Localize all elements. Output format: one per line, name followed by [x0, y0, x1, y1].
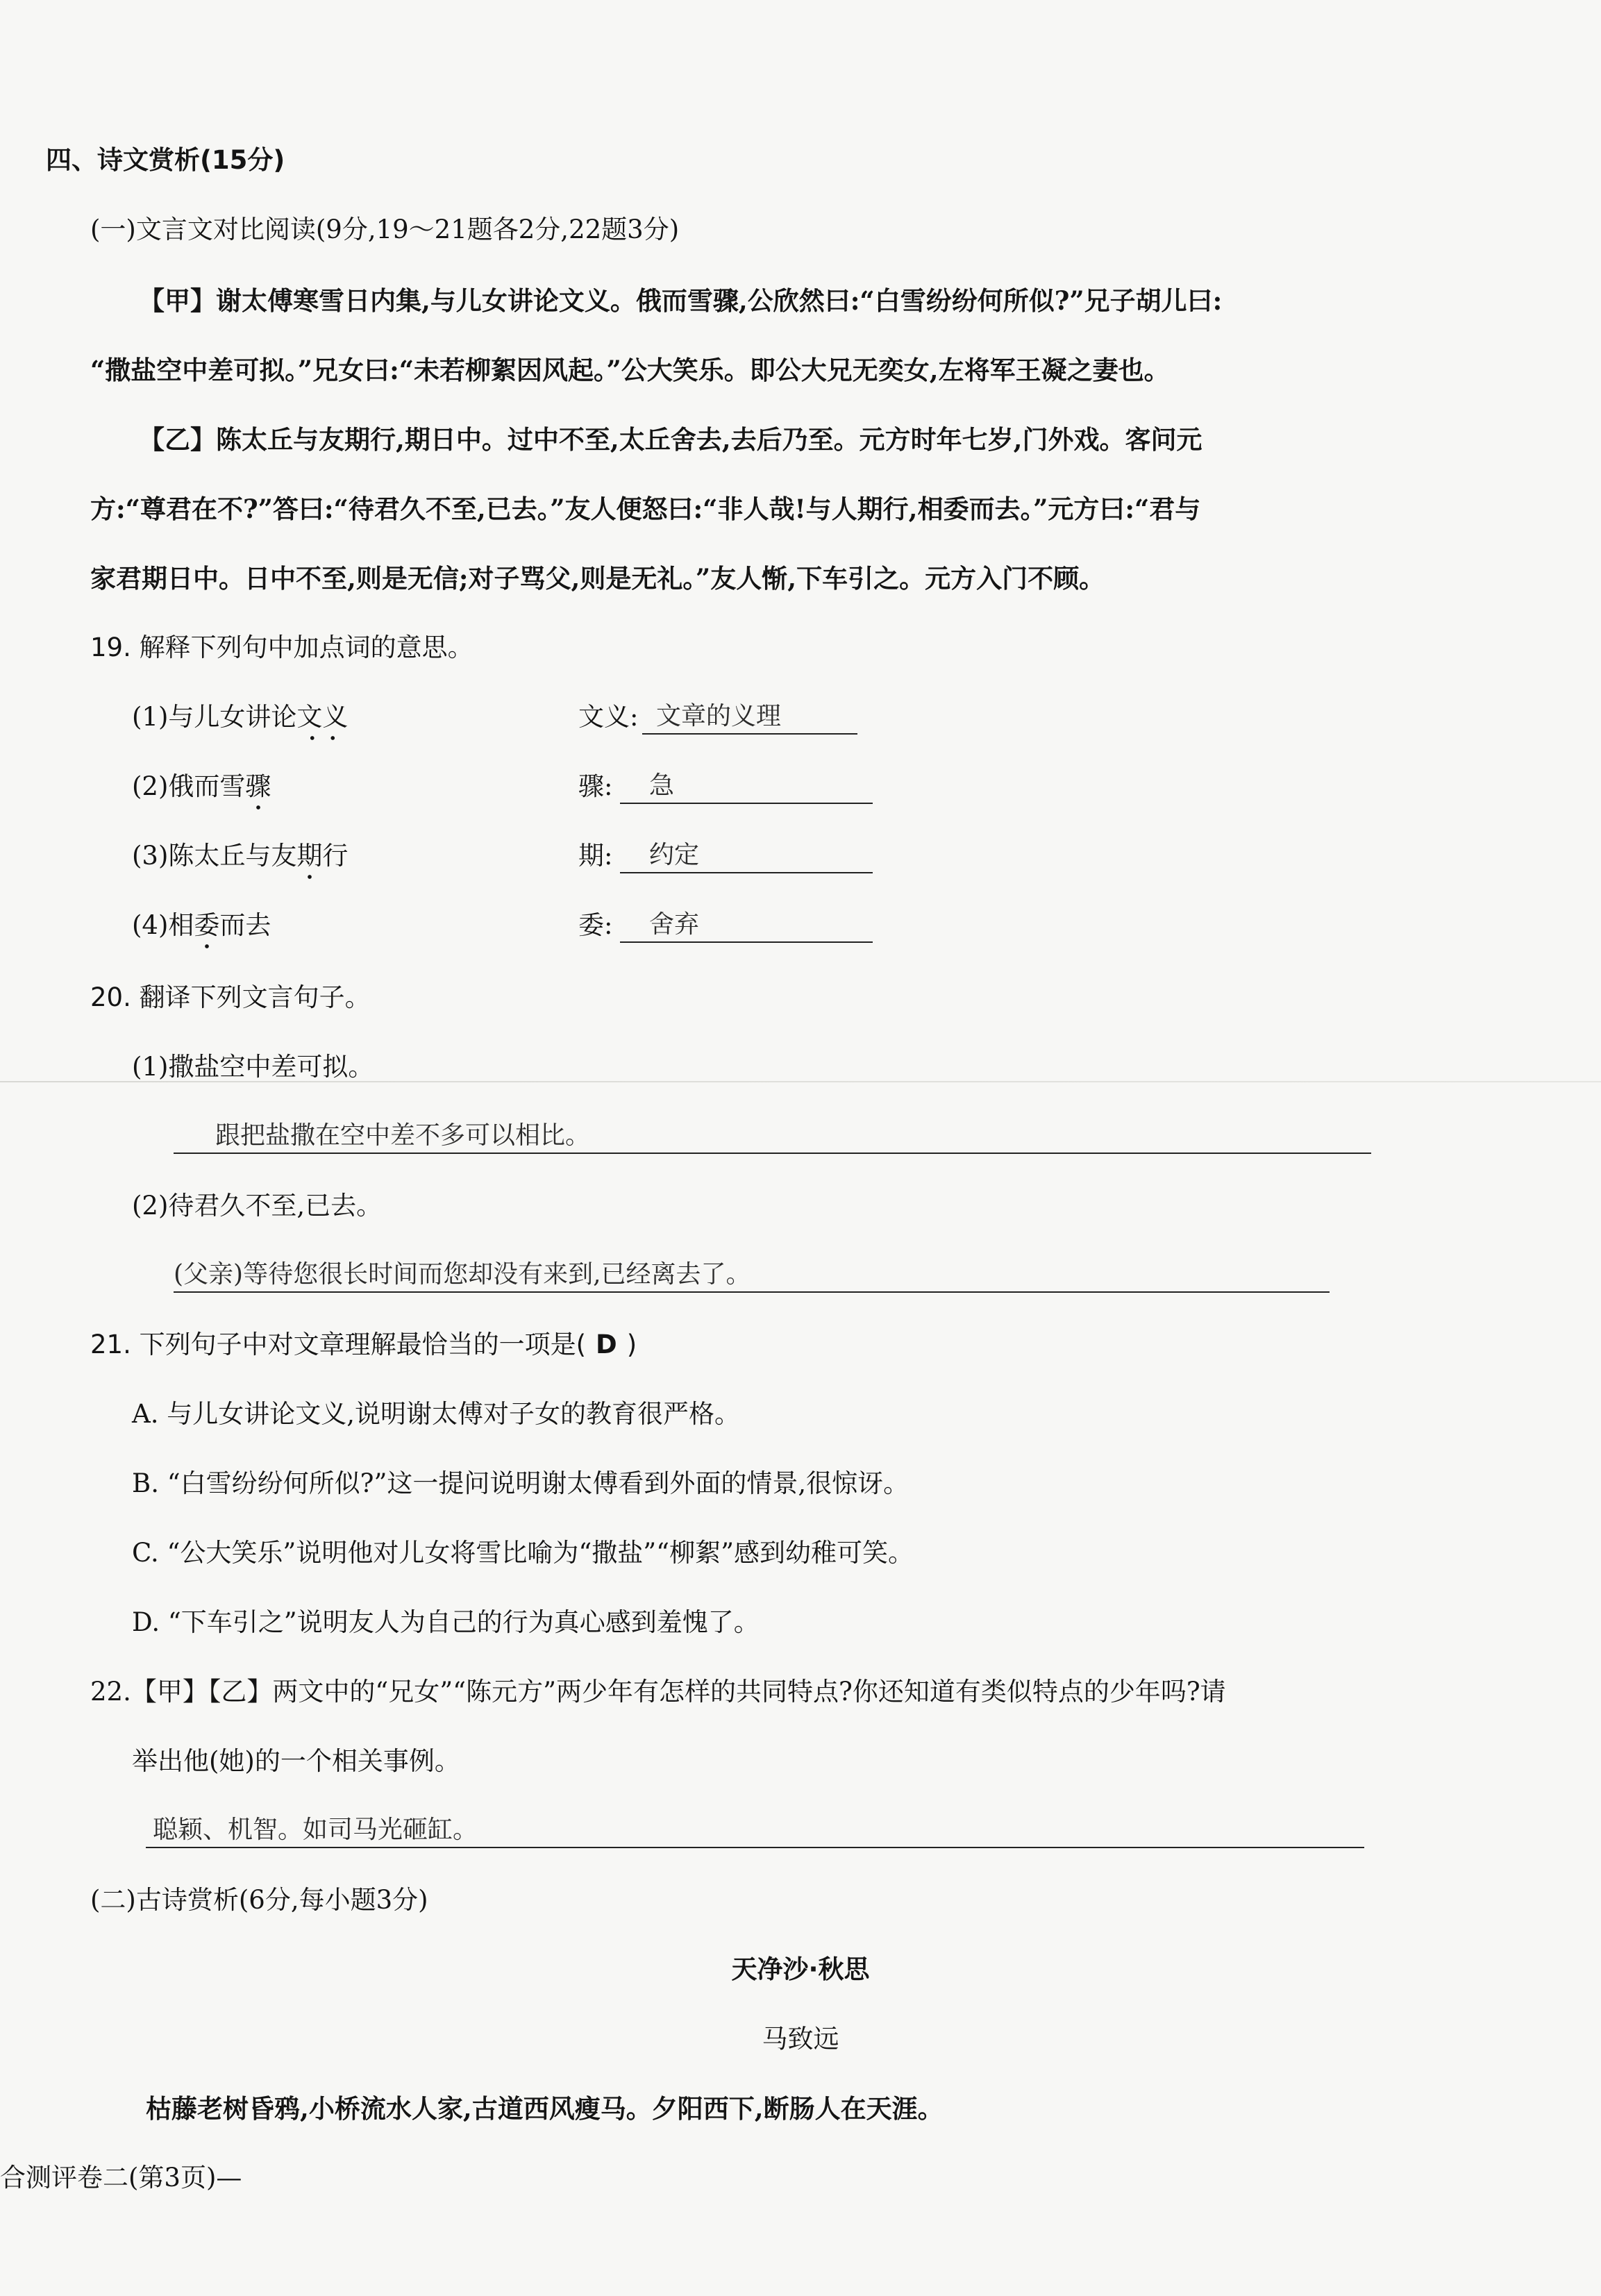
dotted-word: 委 [194, 908, 219, 943]
q20-sentence-2: (2)待君久不至,已去。 [132, 1191, 383, 1221]
poem-author: 马致远 [762, 2024, 839, 2054]
q20-sentence-1: (1)撒盐空中差可拟。 [132, 1052, 374, 1082]
passage-yi-line-3: 家君期日中。日中不至,则是无信;对子骂父,则是无礼。”友人惭,下车引之。元方入门不顾。 [90, 563, 1105, 594]
q21-option-b: B. “白雪纷纷何所似?”这一提问说明谢太傅看到外面的情景,很惊讶。 [132, 1468, 910, 1498]
passage-jia-line-1: 【甲】谢太傅寒雪日内集,与儿女讲论文义。俄而雪骤,公欣然曰:“白雪纷纷何所似?”兄子胡儿曰: [139, 285, 1223, 316]
q19-item-2: (2)俄而雪骤 [132, 769, 271, 804]
q21-option-c: C. “公大笑乐”说明他对儿女将雪比喻为“撒盐”“柳絮”感到幼稚可笑。 [132, 1538, 914, 1568]
q20-stem: 20. 翻译下列文言句子。 [90, 982, 371, 1012]
q19-answer-2: 急 [620, 769, 873, 804]
part1-title: (一)文言文对比阅读(9分,19～21题各2分,22题3分) [90, 215, 680, 244]
passage-yi-line-1: 【乙】陈太丘与友期行,期日中。过中不至,太丘舍去,去后乃至。元方时年七岁,门外戏。客问元 [139, 424, 1202, 455]
q19-item-3: (3)陈太丘与友期行 [132, 839, 348, 873]
q19-label-2: 骤: [578, 771, 613, 801]
section-title: 四、诗文赏析(15分) [46, 145, 285, 175]
poem-text: 枯藤老树昏鸦,小桥流水人家,古道西风瘦马。夕阳西下,断肠人在天涯。 [146, 2093, 944, 2124]
q19-answer-4: 舍弃 [620, 908, 873, 943]
q21-stem: 21. 下列句子中对文章理解最恰当的一项是( D ) [90, 1330, 637, 1359]
part2-title: (二)古诗赏析(6分,每小题3分) [90, 1885, 428, 1915]
dotted-word: 骤 [245, 769, 271, 804]
dotted-word: 期 [296, 839, 322, 873]
q19-answer-1: 文章的义理 [642, 700, 857, 735]
q19-label-3: 期: [578, 841, 613, 871]
q21-option-d: D. “下车引之”说明友人为自己的行为真心感到羞愧了。 [132, 1607, 760, 1637]
dotted-word: 文义 [296, 700, 348, 735]
q19-label-1: 文义: [578, 702, 639, 732]
q22-stem-line-2: 举出他(她)的一个相关事例。 [132, 1746, 460, 1776]
q21-answer: D [596, 1330, 617, 1359]
q19-answer-3: 约定 [620, 839, 873, 873]
q21-option-a: A. 与儿女讲论文义,说明谢太傅对子女的教育很严格。 [132, 1399, 741, 1429]
q19-stem: 19. 解释下列句中加点词的意思。 [90, 632, 473, 662]
passage-yi-line-2: 方:“尊君在不?”答曰:“待君久不至,已去。”友人便怒曰:“非人哉!与人期行,相委而去。”元方曰:“君与 [90, 494, 1201, 524]
q19-item-4: (4)相委而去 [132, 908, 271, 943]
q20-answer-1: 跟把盐撒在空中差不多可以相比。 [174, 1119, 1371, 1154]
q19-item-1: (1)与儿女讲论文义 [132, 700, 348, 735]
q22-answer: 聪颖、机智。如司马光砸缸。 [146, 1813, 1364, 1848]
page-footer: 合测评卷二(第3页)— [0, 2163, 242, 2193]
q22-stem-line-1: 22.【甲】【乙】两文中的“兄女”“陈元方”两少年有怎样的共同特点?你还知道有类似特点的少年吗?请 [90, 1677, 1226, 1707]
q20-answer-2: (父亲)等待您很长时间而您却没有来到,已经离去了。 [174, 1258, 1330, 1293]
passage-jia-line-2: “撒盐空中差可拟。”兄女曰:“未若柳絮因风起。”公大笑乐。即公大兄无奕女,左将军王凝之妻也。 [90, 355, 1170, 385]
q19-label-4: 委: [578, 910, 613, 940]
poem-title: 天净沙·秋思 [731, 1954, 870, 1984]
